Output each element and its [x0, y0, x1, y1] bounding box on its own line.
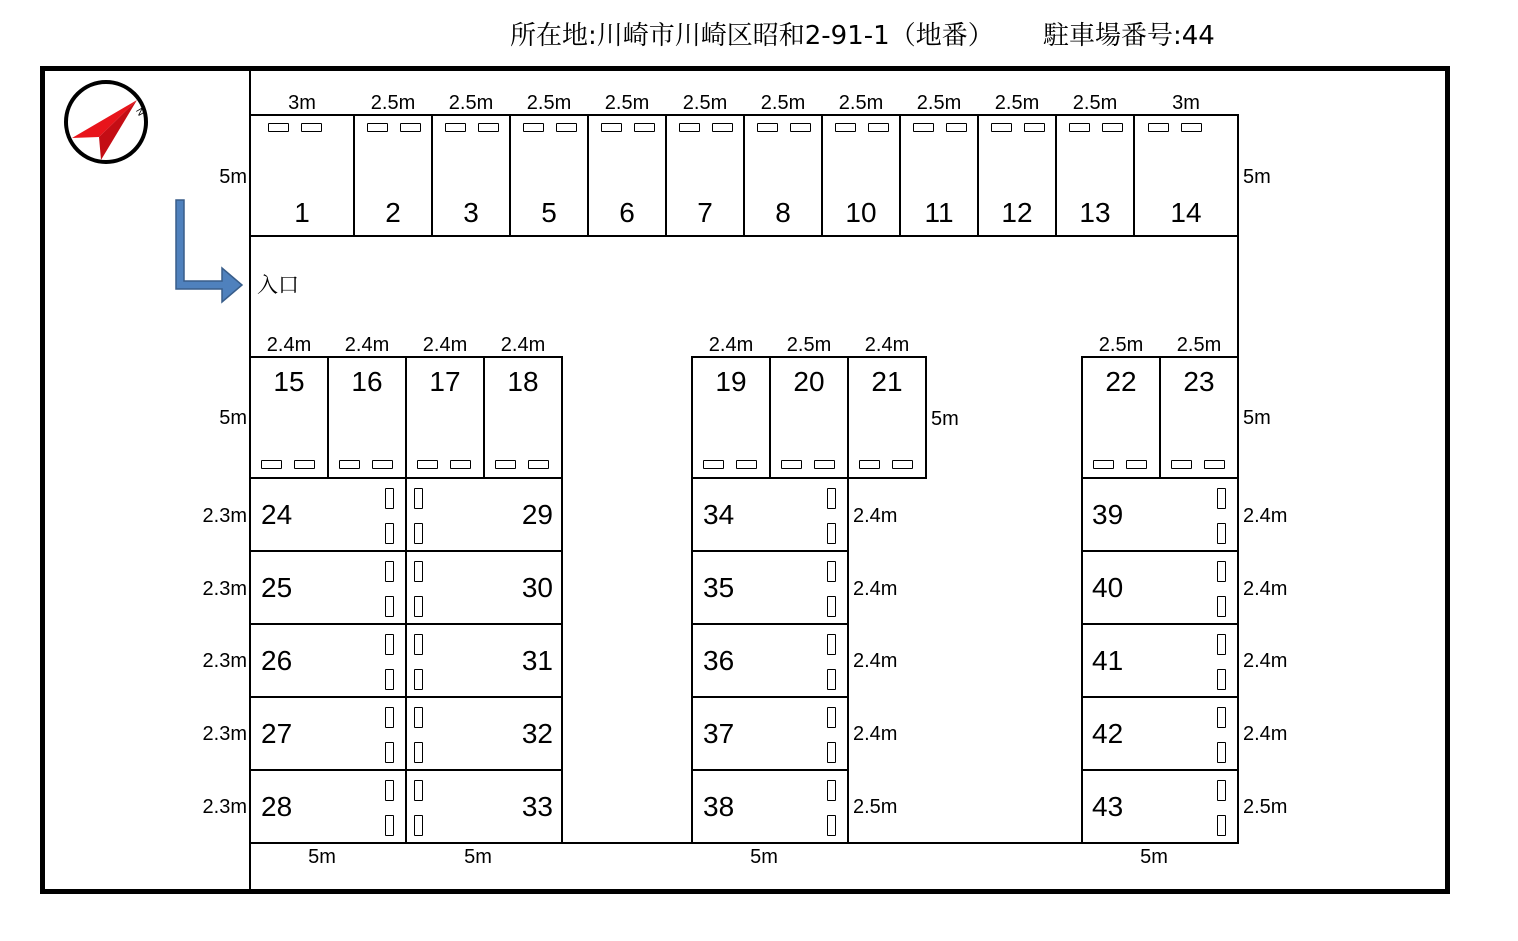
- wheel-stop: [414, 669, 423, 690]
- wheel-stops: [523, 123, 577, 132]
- space-width-label: 2.3m: [202, 796, 247, 818]
- space-number: 2: [385, 197, 401, 228]
- space-width-label: 2.4m: [344, 334, 390, 356]
- space-width-label: 2.5m: [994, 92, 1040, 114]
- wheel-stop: [414, 707, 423, 728]
- parking-space-18: [483, 356, 563, 479]
- space-width-label: 2.3m: [202, 723, 247, 745]
- wheel-stops: [1171, 460, 1225, 469]
- wheel-stop: [946, 123, 967, 132]
- wheel-stop: [523, 123, 544, 132]
- space-number: 7: [697, 197, 713, 228]
- compass-north-label: N: [132, 106, 147, 119]
- space-number: 6: [619, 197, 635, 228]
- space-depth-label: 5m: [219, 407, 247, 429]
- space-number: 12: [1001, 197, 1033, 228]
- wheel-stop: [385, 523, 394, 544]
- parking-space-37: [691, 696, 849, 771]
- space-number: 32: [521, 718, 553, 749]
- space-number: 35: [703, 572, 735, 603]
- wheel-stop: [827, 669, 836, 690]
- parking-space-6: [587, 114, 667, 237]
- wheel-stops: [991, 123, 1045, 132]
- parking-space-28: [249, 769, 407, 844]
- wheel-stops: [827, 634, 836, 690]
- space-length-label: 5m: [750, 846, 778, 868]
- space-width-label: 2.5m: [604, 92, 650, 114]
- wheel-stop: [827, 488, 836, 509]
- wheel-stops: [1217, 634, 1226, 690]
- wheel-stops: [417, 460, 471, 469]
- space-width-label: 2.4m: [1243, 723, 1288, 745]
- parking-space-14: [1133, 114, 1239, 237]
- wheel-stops: [414, 634, 423, 690]
- space-number: 42: [1092, 718, 1124, 749]
- space-width-label: 2.5m: [760, 92, 806, 114]
- wheel-stops: [339, 460, 393, 469]
- space-width-label: 2.5m: [786, 334, 832, 356]
- wheel-stop: [1126, 460, 1147, 469]
- wheel-stops: [703, 460, 757, 469]
- space-length-label: 5m: [464, 846, 492, 868]
- parking-space-39: [1081, 477, 1239, 552]
- wheel-stop: [556, 123, 577, 132]
- space-number: 13: [1079, 197, 1111, 228]
- wheel-stops: [261, 460, 315, 469]
- parking-space-31: [405, 623, 563, 698]
- wheel-stop: [268, 123, 289, 132]
- wheel-stops: [835, 123, 889, 132]
- space-width-label: 2.4m: [1243, 505, 1288, 527]
- wheel-stop: [827, 634, 836, 655]
- parking-space-1: [249, 114, 355, 237]
- wheel-stop: [414, 780, 423, 801]
- wheel-stops: [601, 123, 655, 132]
- wheel-stop: [827, 742, 836, 763]
- wheel-stop: [400, 123, 421, 132]
- wheel-stop: [414, 742, 423, 763]
- parking-space-41: [1081, 623, 1239, 698]
- wheel-stop: [450, 460, 471, 469]
- space-number: 40: [1092, 572, 1124, 603]
- parking-number-title: 駐車場番号:44: [1043, 21, 1215, 51]
- space-number: 23: [1183, 366, 1215, 397]
- entrance-label: 入口: [257, 273, 299, 297]
- wheel-stops: [827, 488, 836, 544]
- wheel-stops: [385, 561, 394, 617]
- entrance-arrow-icon: [170, 195, 250, 310]
- space-width-label: 2.4m: [853, 505, 898, 527]
- wheel-stops: [827, 561, 836, 617]
- parking-space-38: [691, 769, 849, 844]
- space-width-label: 2.5m: [1098, 334, 1144, 356]
- wheel-stop: [859, 460, 880, 469]
- wheel-stop: [1217, 742, 1226, 763]
- wheel-stops: [859, 460, 913, 469]
- wheel-stop: [1217, 707, 1226, 728]
- wheel-stop: [1204, 460, 1225, 469]
- wheel-stop: [814, 460, 835, 469]
- wheel-stop: [385, 634, 394, 655]
- wheel-stops: [495, 460, 549, 469]
- space-number: 20: [793, 366, 825, 397]
- wheel-stops: [757, 123, 811, 132]
- wheel-stop: [827, 596, 836, 617]
- wheel-stop: [385, 742, 394, 763]
- parking-space-26: [249, 623, 407, 698]
- space-width-label: 2.5m: [916, 92, 962, 114]
- parking-space-34: [691, 477, 849, 552]
- wheel-stops: [268, 123, 322, 132]
- wheel-stop: [892, 460, 913, 469]
- space-number: 22: [1105, 366, 1137, 397]
- space-number: 31: [521, 645, 553, 676]
- space-number: 21: [871, 366, 903, 397]
- wheel-stops: [1217, 561, 1226, 617]
- space-number: 5: [541, 197, 557, 228]
- compass-icon: [60, 76, 154, 170]
- space-width-label: 2.4m: [853, 723, 898, 745]
- space-number: 27: [261, 718, 293, 749]
- wheel-stop: [781, 460, 802, 469]
- wheel-stop: [1024, 123, 1045, 132]
- space-depth-label: 5m: [219, 166, 247, 188]
- space-width-label: 3m: [288, 92, 316, 114]
- space-number: 28: [261, 791, 293, 822]
- space-length-label: 5m: [1140, 846, 1168, 868]
- space-width-label: 2.5m: [853, 796, 898, 818]
- parking-space-40: [1081, 550, 1239, 625]
- space-width-label: 2.3m: [202, 578, 247, 600]
- wheel-stops: [414, 780, 423, 836]
- space-width-label: 2.5m: [370, 92, 416, 114]
- space-width-label: 2.4m: [1243, 650, 1288, 672]
- space-number: 10: [845, 197, 877, 228]
- wheel-stop: [757, 123, 778, 132]
- parking-space-8: [743, 114, 823, 237]
- wheel-stop: [385, 707, 394, 728]
- wheel-stop: [679, 123, 700, 132]
- wheel-stop: [385, 815, 394, 836]
- parking-space-35: [691, 550, 849, 625]
- wheel-stop: [1217, 596, 1226, 617]
- wheel-stop: [634, 123, 655, 132]
- parking-space-20: [769, 356, 849, 479]
- parking-space-36: [691, 623, 849, 698]
- parking-space-11: [899, 114, 979, 237]
- parking-space-32: [405, 696, 563, 771]
- space-number: 37: [703, 718, 735, 749]
- wheel-stops: [385, 707, 394, 763]
- wheel-stops: [1217, 780, 1226, 836]
- parking-space-7: [665, 114, 745, 237]
- parking-space-25: [249, 550, 407, 625]
- space-number: 18: [507, 366, 539, 397]
- space-number: 25: [261, 572, 293, 603]
- parking-space-30: [405, 550, 563, 625]
- space-number: 38: [703, 791, 735, 822]
- wheel-stop: [417, 460, 438, 469]
- space-number: 39: [1092, 499, 1124, 530]
- space-width-label: 2.4m: [1243, 578, 1288, 600]
- wheel-stop: [1171, 460, 1192, 469]
- wheel-stop: [868, 123, 889, 132]
- wheel-stop: [1102, 123, 1123, 132]
- wheel-stop: [827, 523, 836, 544]
- wheel-stop: [1181, 123, 1202, 132]
- wheel-stop: [1217, 815, 1226, 836]
- wheel-stop: [1093, 460, 1114, 469]
- wheel-stop: [385, 596, 394, 617]
- wheel-stop: [827, 815, 836, 836]
- parking-space-3: [431, 114, 511, 237]
- wheel-stop: [827, 780, 836, 801]
- wheel-stops: [414, 488, 423, 544]
- wheel-stops: [367, 123, 421, 132]
- space-width-label: 2.3m: [202, 650, 247, 672]
- wheel-stop: [445, 123, 466, 132]
- parking-space-27: [249, 696, 407, 771]
- wheel-stops: [679, 123, 733, 132]
- wheel-stops: [385, 488, 394, 544]
- space-width-label: 2.5m: [838, 92, 884, 114]
- wheel-stops: [1217, 707, 1226, 763]
- wheel-stops: [827, 780, 836, 836]
- parking-space-5: [509, 114, 589, 237]
- wheel-stops: [913, 123, 967, 132]
- wheel-stops: [385, 634, 394, 690]
- space-number: 33: [521, 791, 553, 822]
- wheel-stop: [703, 460, 724, 469]
- wheel-stops: [414, 561, 423, 617]
- wheel-stop: [1217, 669, 1226, 690]
- wheel-stop: [1217, 780, 1226, 801]
- wheel-stop: [1217, 488, 1226, 509]
- parking-space-29: [405, 477, 563, 552]
- wheel-stop: [414, 488, 423, 509]
- wheel-stops: [414, 707, 423, 763]
- space-number: 8: [775, 197, 791, 228]
- space-number: 43: [1092, 791, 1124, 822]
- space-width-label: 2.5m: [448, 92, 494, 114]
- parking-space-23: [1159, 356, 1239, 479]
- parking-space-15: [249, 356, 329, 479]
- space-width-label: 2.4m: [266, 334, 312, 356]
- space-width-label: 3m: [1172, 92, 1200, 114]
- space-number: 29: [521, 499, 553, 530]
- parking-space-10: [821, 114, 901, 237]
- space-number: 26: [261, 645, 293, 676]
- wheel-stop: [301, 123, 322, 132]
- space-width-label: 2.4m: [853, 578, 898, 600]
- space-width-label: 2.5m: [1072, 92, 1118, 114]
- space-number: 11: [924, 197, 954, 228]
- parking-space-12: [977, 114, 1057, 237]
- wheel-stop: [991, 123, 1012, 132]
- space-depth-label: 5m: [1243, 407, 1271, 429]
- wheel-stop: [736, 460, 757, 469]
- space-width-label: 2.5m: [682, 92, 728, 114]
- wheel-stop: [1148, 123, 1169, 132]
- space-number: 19: [715, 366, 747, 397]
- parking-space-13: [1055, 114, 1135, 237]
- wheel-stop: [414, 561, 423, 582]
- space-width-label: 2.5m: [1176, 334, 1222, 356]
- space-number: 3: [463, 197, 479, 228]
- space-number: 41: [1092, 645, 1124, 676]
- space-number: 15: [273, 366, 305, 397]
- wheel-stop: [367, 123, 388, 132]
- space-width-label: 2.5m: [526, 92, 572, 114]
- space-width-label: 2.4m: [864, 334, 910, 356]
- wheel-stops: [385, 780, 394, 836]
- wheel-stops: [1093, 460, 1147, 469]
- parking-space-2: [353, 114, 433, 237]
- space-number: 1: [294, 197, 310, 228]
- address-title: 所在地:川崎市川崎区昭和2-91-1（地番）: [510, 21, 994, 51]
- wheel-stop: [478, 123, 499, 132]
- wheel-stop: [339, 460, 360, 469]
- wheel-stop: [528, 460, 549, 469]
- wheel-stop: [495, 460, 516, 469]
- wheel-stop: [827, 707, 836, 728]
- parking-space-17: [405, 356, 485, 479]
- wheel-stop: [372, 460, 393, 469]
- wheel-stop: [294, 460, 315, 469]
- wheel-stop: [913, 123, 934, 132]
- wheel-stop: [414, 596, 423, 617]
- wheel-stop: [414, 523, 423, 544]
- wheel-stop: [712, 123, 733, 132]
- space-depth-label: 5m: [931, 408, 959, 430]
- space-width-label: 2.4m: [853, 650, 898, 672]
- wheel-stop: [385, 488, 394, 509]
- wheel-stop: [1217, 561, 1226, 582]
- space-number: 24: [261, 499, 293, 530]
- wheel-stop: [385, 780, 394, 801]
- space-number: 16: [351, 366, 383, 397]
- space-width-label: 2.4m: [422, 334, 468, 356]
- wheel-stop: [827, 561, 836, 582]
- space-width-label: 2.4m: [500, 334, 546, 356]
- wheel-stop: [601, 123, 622, 132]
- wheel-stops: [1148, 123, 1202, 132]
- parking-space-22: [1081, 356, 1161, 479]
- parking-space-21: [847, 356, 927, 479]
- space-number: 34: [703, 499, 735, 530]
- wheel-stops: [1069, 123, 1123, 132]
- parking-space-42: [1081, 696, 1239, 771]
- wheel-stop: [414, 815, 423, 836]
- space-width-label: 2.4m: [708, 334, 754, 356]
- wheel-stop: [790, 123, 811, 132]
- wheel-stop: [1069, 123, 1090, 132]
- wheel-stop: [261, 460, 282, 469]
- parking-space-33: [405, 769, 563, 844]
- parking-space-19: [691, 356, 771, 479]
- parking-space-24: [249, 477, 407, 552]
- wheel-stops: [1217, 488, 1226, 544]
- wheel-stops: [781, 460, 835, 469]
- wheel-stop: [414, 634, 423, 655]
- wheel-stop: [835, 123, 856, 132]
- wheel-stop: [1217, 523, 1226, 544]
- wheel-stops: [445, 123, 499, 132]
- space-number: 30: [521, 572, 553, 603]
- wheel-stop: [385, 669, 394, 690]
- wheel-stops: [827, 707, 836, 763]
- space-width-label: 2.5m: [1243, 796, 1288, 818]
- space-depth-label: 5m: [1243, 166, 1271, 188]
- space-number: 36: [703, 645, 735, 676]
- space-width-label: 2.3m: [202, 505, 247, 527]
- space-number: 17: [429, 366, 461, 397]
- space-number: 14: [1170, 197, 1202, 228]
- wheel-stop: [385, 561, 394, 582]
- wheel-stop: [1217, 634, 1226, 655]
- parking-space-43: [1081, 769, 1239, 844]
- space-length-label: 5m: [308, 846, 336, 868]
- parking-space-16: [327, 356, 407, 479]
